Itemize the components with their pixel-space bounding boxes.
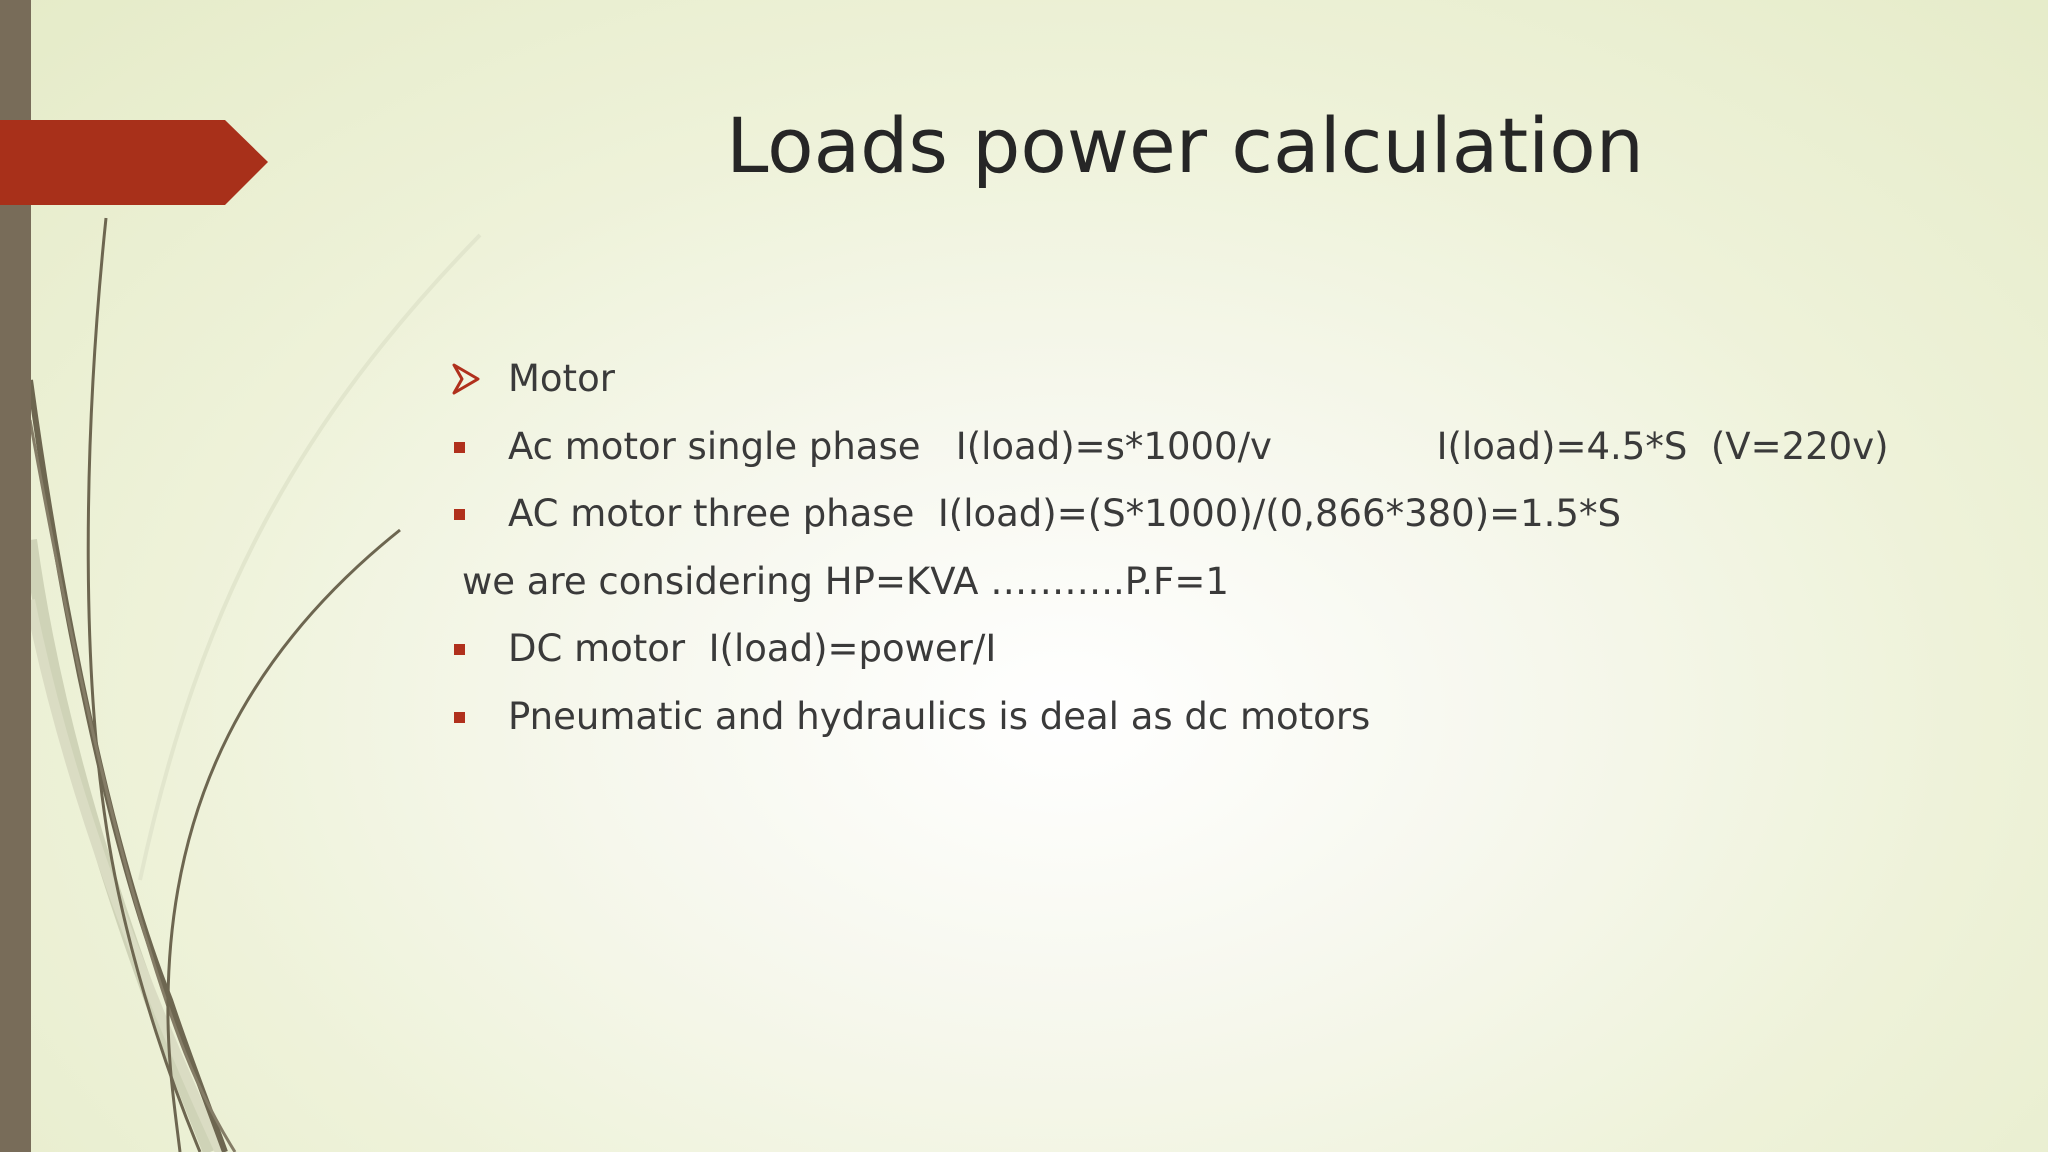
list-item-text: DC motor I(load)=power/I [508, 627, 997, 670]
square-bullet-icon [454, 644, 465, 655]
list-item [452, 615, 2012, 683]
square-bullet-icon [454, 442, 465, 453]
list-item [452, 480, 2012, 548]
list-item-text: we are considering HP=KVA ………..P.F=1 [462, 559, 1229, 603]
square-bullet-icon [454, 712, 465, 723]
list-item [452, 345, 2012, 413]
list-item [452, 413, 2012, 481]
list-item [452, 548, 2012, 616]
list-item-text: AC motor three phase I(load)=(S*1000)/(0,866*380)=1.5*S [508, 492, 1621, 535]
square-bullet-icon [454, 509, 465, 520]
slide-title: Loads power calculation [726, 101, 1644, 190]
list-item-text: Motor [508, 357, 615, 400]
bullet-list [452, 345, 2012, 750]
red-tab-shape [0, 120, 268, 205]
list-item-text: Ac motor single phase I(load)=s*1000/v I(load)=4.5*S (V=220v) [508, 424, 1889, 468]
list-item [452, 683, 2012, 751]
list-item-text: Pneumatic and hydraulics is deal as dc motors [508, 694, 1371, 738]
arrow-bullet-icon [452, 363, 480, 395]
